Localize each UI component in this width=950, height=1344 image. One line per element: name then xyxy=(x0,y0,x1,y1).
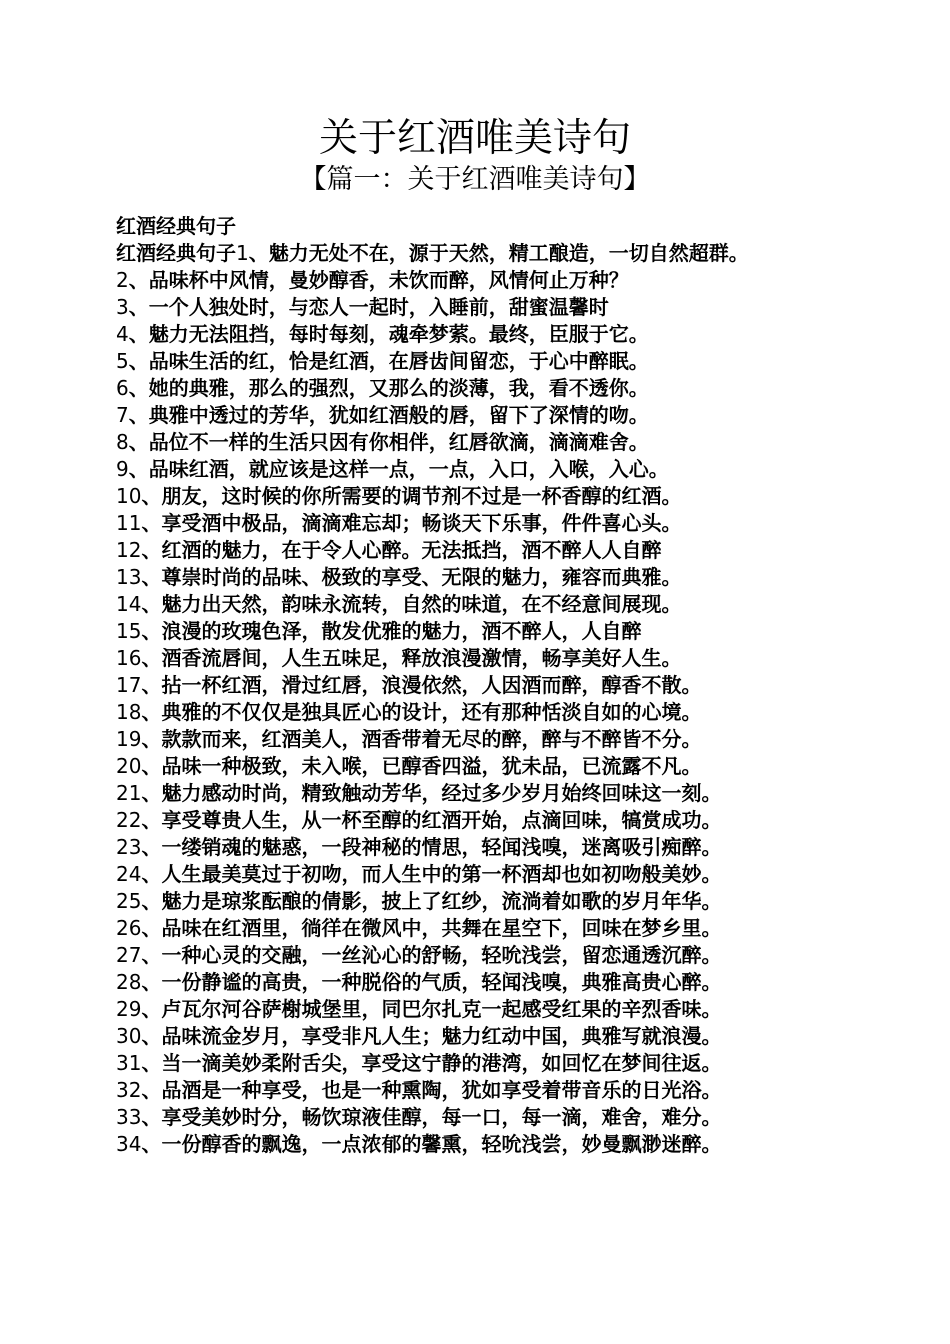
list-item xyxy=(116,1131,832,1158)
list-item-text: 、享受尊贵人生，从一杯至醇的红酒开始，点滴回味，犒赏成功。 xyxy=(141,808,722,832)
list-item xyxy=(116,996,832,1023)
list-item xyxy=(116,753,832,780)
list-item-text: 、品味在红酒里，徜徉在微风中，共舞在星空下，回味在梦乡里。 xyxy=(141,916,722,940)
poem-list xyxy=(116,267,832,1158)
list-item-text: 、品位不一样的生活只因有你相伴，红唇欲滴，滴滴难舍。 xyxy=(128,430,649,454)
list-item-number: 6 xyxy=(116,376,129,400)
list-item-number: 14 xyxy=(116,592,142,616)
list-item-number: 26 xyxy=(116,916,142,940)
list-item-number: 27 xyxy=(116,943,142,967)
list-item xyxy=(116,294,832,321)
list-item-number: 18 xyxy=(116,700,142,724)
intro-text: 、魅力无处不在，源于天然，精工酿造，一切自然超群。 xyxy=(248,241,749,265)
list-item-text: 、魅力感动时尚，精致触动芳华，经过多少岁月始终回味这一刻。 xyxy=(141,781,722,805)
list-item-number: 30 xyxy=(116,1024,142,1048)
list-item-number: 34 xyxy=(116,1132,142,1156)
section-heading: 红酒经典句子 xyxy=(116,214,236,238)
list-item xyxy=(116,591,832,618)
list-item-number: 13 xyxy=(116,565,142,589)
list-item-number: 7 xyxy=(116,403,129,427)
list-item-text: 、款款而来，红酒美人，酒香带着无尽的醉，醉与不醉皆不分。 xyxy=(141,727,702,751)
list-item-text: 、她的典雅，那么的强烈，又那么的淡薄，我，看不透你。 xyxy=(128,376,649,400)
list-item xyxy=(116,726,832,753)
list-item-text: 、典雅的不仅仅是独具匠心的设计，还有那种恬淡自如的心境。 xyxy=(141,700,702,724)
list-item-text: 、品味红酒，就应该是这样一点，一点，入口，入喉，入心。 xyxy=(128,457,669,481)
list-item-text: 、红酒的魅力，在于令人心醉。无法抵挡，酒不醉人人自醉 xyxy=(141,538,662,562)
list-item-number: 11 xyxy=(116,511,142,535)
list-item-number: 31 xyxy=(116,1051,142,1075)
list-item-number: 20 xyxy=(116,754,142,778)
list-item-text: 、品味杯中风情，曼妙醇香，未饮而醉，风情何止万种？ xyxy=(128,268,629,292)
list-item-text: 、卢瓦尔河谷萨榭城堡里，同巴尔扎克一起感受红果的辛烈香味。 xyxy=(141,997,722,1021)
list-item xyxy=(116,672,832,699)
list-item-number: 25 xyxy=(116,889,142,913)
list-item xyxy=(116,375,832,402)
list-item-text: 、享受酒中极品，滴滴难忘却；畅谈天下乐事，件件喜心头。 xyxy=(141,511,682,535)
list-item-number: 15 xyxy=(116,619,142,643)
list-item-number: 22 xyxy=(116,808,142,832)
list-item xyxy=(116,429,832,456)
list-item-number: 16 xyxy=(116,646,142,670)
list-item xyxy=(116,645,832,672)
list-item xyxy=(116,834,832,861)
document-body xyxy=(116,213,832,1158)
list-item xyxy=(116,1023,832,1050)
list-item-text: 、一个人独处时，与恋人一起时，入睡前，甜蜜温馨时 xyxy=(128,295,609,319)
document-title: 关于红酒唯美诗句 xyxy=(318,116,631,161)
document-subtitle: 【篇一：关于红酒唯美诗句】 xyxy=(299,164,651,195)
list-item-text: 、品味一种极致，未入喉，已醇香四溢，犹未品，已流露不凡。 xyxy=(141,754,702,778)
list-item-number: 12 xyxy=(116,538,142,562)
list-item xyxy=(116,969,832,996)
list-item-text: 、朋友，这时候的你所需要的调节剂不过是一杯香醇的红酒。 xyxy=(141,484,682,508)
list-item-number: 23 xyxy=(116,835,142,859)
list-item xyxy=(116,348,832,375)
list-item xyxy=(116,483,832,510)
list-item-number: 9 xyxy=(116,457,129,481)
list-item xyxy=(116,1050,832,1077)
intro-number: 1 xyxy=(236,241,249,265)
list-item-text: 、典雅中透过的芳华，犹如红酒般的唇，留下了深情的吻。 xyxy=(128,403,649,427)
list-item xyxy=(116,456,832,483)
list-item-number: 32 xyxy=(116,1078,142,1102)
list-item-text: 、品味流金岁月，享受非凡人生；魅力红动中国，典雅写就浪漫。 xyxy=(141,1024,722,1048)
list-item xyxy=(116,537,832,564)
list-item-number: 5 xyxy=(116,349,129,373)
list-item xyxy=(116,564,832,591)
list-item-text: 、享受美妙时分，畅饮琼液佳醇，每一口，每一滴，难舍，难分。 xyxy=(141,1105,722,1129)
list-item-text: 、酒香流唇间，人生五味足，释放浪漫激情，畅享美好人生。 xyxy=(141,646,682,670)
list-item-number: 10 xyxy=(116,484,142,508)
list-item-text: 、尊崇时尚的品味、极致的享受、无限的魅力，雍容而典雅。 xyxy=(141,565,682,589)
list-item xyxy=(116,618,832,645)
list-item-text: 、浪漫的玫瑰色泽，散发优雅的魅力，酒不醉人，人自醉 xyxy=(141,619,642,643)
list-item xyxy=(116,915,832,942)
list-item-number: 19 xyxy=(116,727,142,751)
list-item-number: 21 xyxy=(116,781,142,805)
list-item xyxy=(116,402,832,429)
list-item xyxy=(116,699,832,726)
list-item-number: 4 xyxy=(116,322,129,346)
list-item xyxy=(116,888,832,915)
list-item xyxy=(116,1077,832,1104)
list-item xyxy=(116,267,832,294)
list-item xyxy=(116,942,832,969)
list-item xyxy=(116,510,832,537)
list-item-text: 、人生最美莫过于初吻，而人生中的第一杯酒却也如初吻般美妙。 xyxy=(141,862,722,886)
list-item-text: 、当一滴美妙柔附舌尖，享受这宁静的港湾，如回忆在梦间往返。 xyxy=(141,1051,722,1075)
list-item xyxy=(116,1104,832,1131)
list-item-text: 、魅力出天然，韵味永流转，自然的味道，在不经意间展现。 xyxy=(141,592,682,616)
list-item-text: 、品味生活的红，恰是红酒，在唇齿间留恋，于心中醉眠。 xyxy=(128,349,649,373)
list-item-number: 29 xyxy=(116,997,142,1021)
list-item-number: 28 xyxy=(116,970,142,994)
list-item-number: 17 xyxy=(116,673,142,697)
list-item-text: 、一份醇香的飘逸，一点浓郁的馨熏，轻吮浅尝，妙曼飘渺迷醉。 xyxy=(141,1132,722,1156)
intro-prefix: 红酒经典句子 xyxy=(116,241,236,265)
list-item xyxy=(116,321,832,348)
list-item-text: 、魅力无法阻挡，每时每刻，魂牵梦萦。最终，臣服于它。 xyxy=(128,322,649,346)
list-item xyxy=(116,861,832,888)
list-item xyxy=(116,807,832,834)
list-item-number: 3 xyxy=(116,295,129,319)
list-item-text: 、品酒是一种享受，也是一种熏陶，犹如享受着带音乐的日光浴。 xyxy=(141,1078,722,1102)
list-item-number: 2 xyxy=(116,268,129,292)
list-item-text: 、魅力是琼浆酝酿的倩影，披上了红纱，流淌着如歌的岁月年华。 xyxy=(141,889,722,913)
list-item-number: 24 xyxy=(116,862,142,886)
list-item-text: 、一份静谧的高贵，一种脱俗的气质，轻闻浅嗅，典雅高贵心醉。 xyxy=(141,970,722,994)
list-item-number: 33 xyxy=(116,1105,142,1129)
list-item-text: 、一种心灵的交融，一丝沁心的舒畅，轻吮浅尝，留恋通透沉醉。 xyxy=(141,943,722,967)
list-item-text: 、拈一杯红酒，滑过红唇，浪漫依然，人因酒而醉，醇香不散。 xyxy=(141,673,702,697)
list-item-text: 、一缕销魂的魅惑，一段神秘的情思，轻闻浅嗅，迷离吸引痴醉。 xyxy=(141,835,722,859)
list-item xyxy=(116,780,832,807)
intro-paragraph xyxy=(116,240,832,267)
list-item-number: 8 xyxy=(116,430,129,454)
